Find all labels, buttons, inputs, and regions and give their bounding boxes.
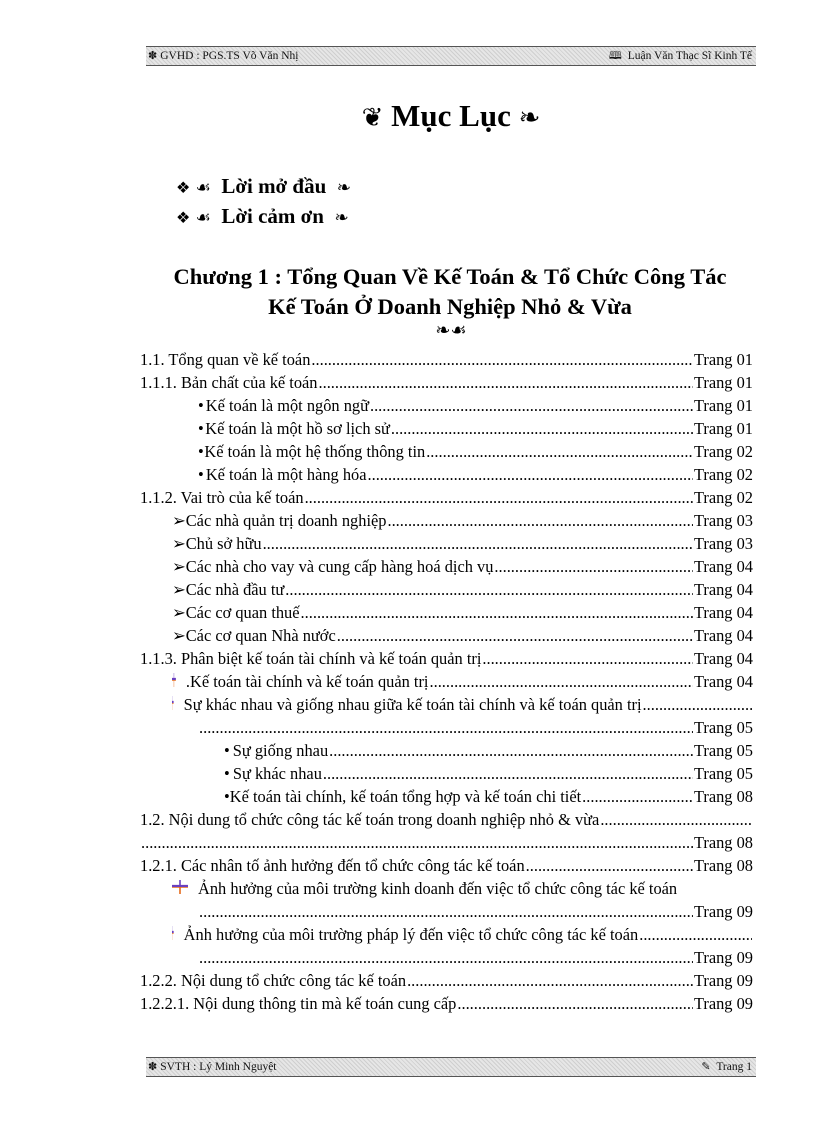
arrow-bullet-icon: ➢	[172, 603, 186, 622]
toc-entry[interactable]	[198, 417, 753, 440]
toc-page: Trang 04	[693, 672, 753, 691]
footer-student: SVTH : Lý Minh Nguyệt	[160, 1061, 277, 1073]
title-text: Mục Lục	[391, 98, 511, 133]
toc-text: 1.2. Nội dung tổ chức công tác kế toán trong doanh nghiệp nhỏ & vừa	[140, 810, 600, 829]
toc-page: Trang 04	[693, 603, 753, 622]
toc-page: Trang 05	[693, 718, 753, 737]
toc-text: Sự khác nhau	[232, 764, 322, 783]
toc-entry[interactable]	[140, 808, 753, 831]
intro-text: Lời cảm ơn	[221, 204, 324, 228]
bullet-icon: •	[224, 787, 230, 806]
arrow-bullet-icon: ➢	[172, 534, 186, 553]
toc-page: Trang 04	[693, 649, 753, 668]
diamond-icon: ❖	[176, 210, 191, 227]
toc-page: Trang 01	[693, 419, 753, 438]
toc-entry[interactable]	[224, 739, 753, 762]
intro-text: Lời mở đầu	[221, 174, 327, 198]
toc-page: Trang 09	[693, 902, 753, 921]
toc-entry[interactable]	[198, 440, 753, 463]
arrow-bullet-icon: ➢	[172, 626, 186, 645]
toc-entry[interactable]	[172, 578, 753, 601]
toc-entry[interactable]	[224, 785, 753, 808]
toc-page: Trang 03	[693, 511, 753, 530]
flourish-icon: ☙	[195, 208, 211, 227]
chapter-title-line2: Kế Toán Ở Doanh Nghiệp Nhỏ & Vừa	[268, 294, 632, 319]
toc-text: Các cơ quan Nhà nước	[185, 626, 336, 645]
toc-entry[interactable]	[140, 348, 753, 371]
toc-entry[interactable]	[140, 992, 753, 1015]
toc-page: Trang 09	[693, 948, 753, 967]
toc-text: Các cơ quan thuế	[185, 603, 300, 622]
arrow-bullet-icon: ➢	[172, 580, 186, 599]
toc-text: 1.1.1. Bản chất của kế toán	[140, 373, 318, 392]
toc-entry-continued[interactable]	[198, 900, 753, 923]
toc-text: Sự khác nhau và giống nhau giữa kế toán tài chính và kế toán quản trị	[183, 695, 642, 714]
toc-page: Trang 04	[693, 626, 753, 645]
chapter-title-line1: Chương 1 : Tổng Quan Về Kế Toán & Tổ Chức Công Tác	[173, 264, 727, 289]
toc-entry[interactable]	[140, 854, 753, 877]
header-thesis-title: Luận Văn Thạc Sĩ Kinh Tế	[627, 50, 752, 62]
flourish-icon: ❧	[334, 208, 349, 227]
page-footer	[146, 1057, 756, 1077]
page-header	[146, 46, 756, 66]
bullet-icon: •	[198, 465, 204, 484]
toc-text: .Kế toán tài chính và kế toán quản trị	[185, 672, 429, 691]
flower-icon: ✽	[148, 50, 158, 62]
arrow-bullet-icon: ➢	[172, 557, 186, 576]
bullet-icon: •	[198, 396, 204, 415]
toc-page: Trang 03	[693, 534, 753, 553]
toc-text: Kế toán là một hồ sơ lịch sử	[205, 419, 390, 438]
toc-text: 1.1.3. Phân biệt kế toán tài chính và kế toán quản trị	[140, 649, 482, 668]
intro-item	[176, 204, 349, 229]
toc-text: Các nhà đầu tư	[185, 580, 285, 599]
arrow-bullet-icon: ➢	[172, 511, 186, 530]
toc-page: Trang 09	[693, 994, 753, 1013]
bullet-icon: •	[224, 764, 230, 783]
toc-entry[interactable]	[198, 463, 753, 486]
toc-page: Trang 01	[693, 396, 753, 415]
book-icon: 🕮	[608, 50, 622, 62]
toc-text: Các nhà quản trị doanh nghiệp	[185, 511, 387, 530]
toc-entry[interactable]	[172, 624, 753, 647]
toc-entry[interactable]	[172, 555, 753, 578]
bullet-icon: •	[198, 419, 204, 438]
toc-page: Trang 02	[693, 465, 753, 484]
toc-text: 1.2.1. Các nhân tố ảnh hưởng đến tổ chức công tác kế toán	[140, 856, 525, 875]
toc-text: Kế toán là một ngôn ngữ	[205, 396, 369, 415]
toc-page: Trang 08	[693, 787, 753, 806]
left-ornament-icon: ❦	[361, 103, 384, 132]
pencil-icon: ✎	[701, 1061, 711, 1073]
flower-icon: ✽	[148, 1061, 158, 1073]
toc-entry[interactable]	[172, 601, 753, 624]
toc-text: 1.2.2. Nội dung tổ chức công tác kế toán	[140, 971, 407, 990]
toc-text: Sự giống nhau	[232, 741, 329, 760]
toc-entry[interactable]	[140, 647, 753, 670]
chapter-ornament-icon: ❧☙	[435, 320, 467, 340]
bullet-icon: •	[224, 741, 230, 760]
toc-page: Trang 05	[693, 764, 753, 783]
plus-bullet-icon	[172, 673, 176, 687]
toc-text: 1.1.2. Vai trò của kế toán	[140, 488, 304, 507]
toc-entry-continued[interactable]	[198, 946, 753, 969]
toc-entry-continued[interactable]	[140, 831, 753, 854]
toc-entry[interactable]	[172, 670, 753, 693]
intro-item	[176, 174, 351, 199]
toc-entry[interactable]	[172, 877, 762, 900]
toc-text: Chủ sở hữu	[185, 534, 262, 553]
flourish-icon: ❧	[336, 178, 352, 197]
toc-text: 1.1. Tổng quan về kế toán	[140, 350, 311, 369]
toc-text: Ảnh hưởng của môi trường kinh doanh đến việc tổ chức công tác kế toán	[198, 879, 678, 898]
toc-page: Trang 08	[693, 833, 753, 852]
toc-page: Trang 04	[693, 580, 753, 599]
toc-page: Trang 02	[693, 442, 753, 461]
toc-entry[interactable]	[140, 486, 753, 509]
toc-entry[interactable]	[172, 693, 753, 716]
toc-page: Trang 09	[693, 971, 753, 990]
toc-entry[interactable]	[140, 371, 753, 394]
flourish-icon: ☙	[195, 178, 211, 197]
diamond-icon: ❖	[176, 180, 191, 197]
toc-page: Trang 05	[693, 741, 753, 760]
toc-entry[interactable]	[172, 532, 753, 555]
toc-entry[interactable]	[172, 509, 753, 532]
plus-bullet-icon	[172, 926, 174, 940]
toc-entry-continued[interactable]	[198, 716, 753, 739]
header-advisor: GVHD : PGS.TS Võ Văn Nhị	[160, 50, 299, 62]
toc-page: Trang 08	[693, 856, 753, 875]
toc-text: Kế toán là một hệ thống thông tin	[204, 442, 426, 461]
toc-text: Kế toán là một hàng hóa	[205, 465, 367, 484]
toc-text: 1.2.2.1. Nội dung thông tin mà kế toán cung cấp	[140, 994, 457, 1013]
toc-entry[interactable]	[198, 394, 753, 417]
bullet-icon: •	[198, 442, 204, 461]
toc-page: Trang 02	[693, 488, 753, 507]
page-title	[146, 98, 756, 134]
toc-page: Trang 01	[693, 373, 753, 392]
toc-text: Ảnh hưởng của môi trường pháp lý đến việc tổ chức công tác kế toán	[183, 925, 639, 944]
toc-entry[interactable]	[140, 969, 753, 992]
plus-bullet-icon	[172, 696, 174, 710]
toc-entry[interactable]	[172, 923, 753, 946]
toc-page: Trang 01	[693, 350, 753, 369]
toc-text: Các nhà cho vay và cung cấp hàng hoá dịch vụ	[185, 557, 494, 576]
plus-bullet-icon	[172, 880, 188, 894]
toc-entry[interactable]	[224, 762, 753, 785]
toc-text: Kế toán tài chính, kế toán tổng hợp và kế toán chi tiết	[229, 787, 582, 806]
toc-page: Trang 04	[693, 557, 753, 576]
right-ornament-icon: ❧	[518, 103, 541, 132]
footer-page-number: Trang 1	[716, 1061, 752, 1073]
